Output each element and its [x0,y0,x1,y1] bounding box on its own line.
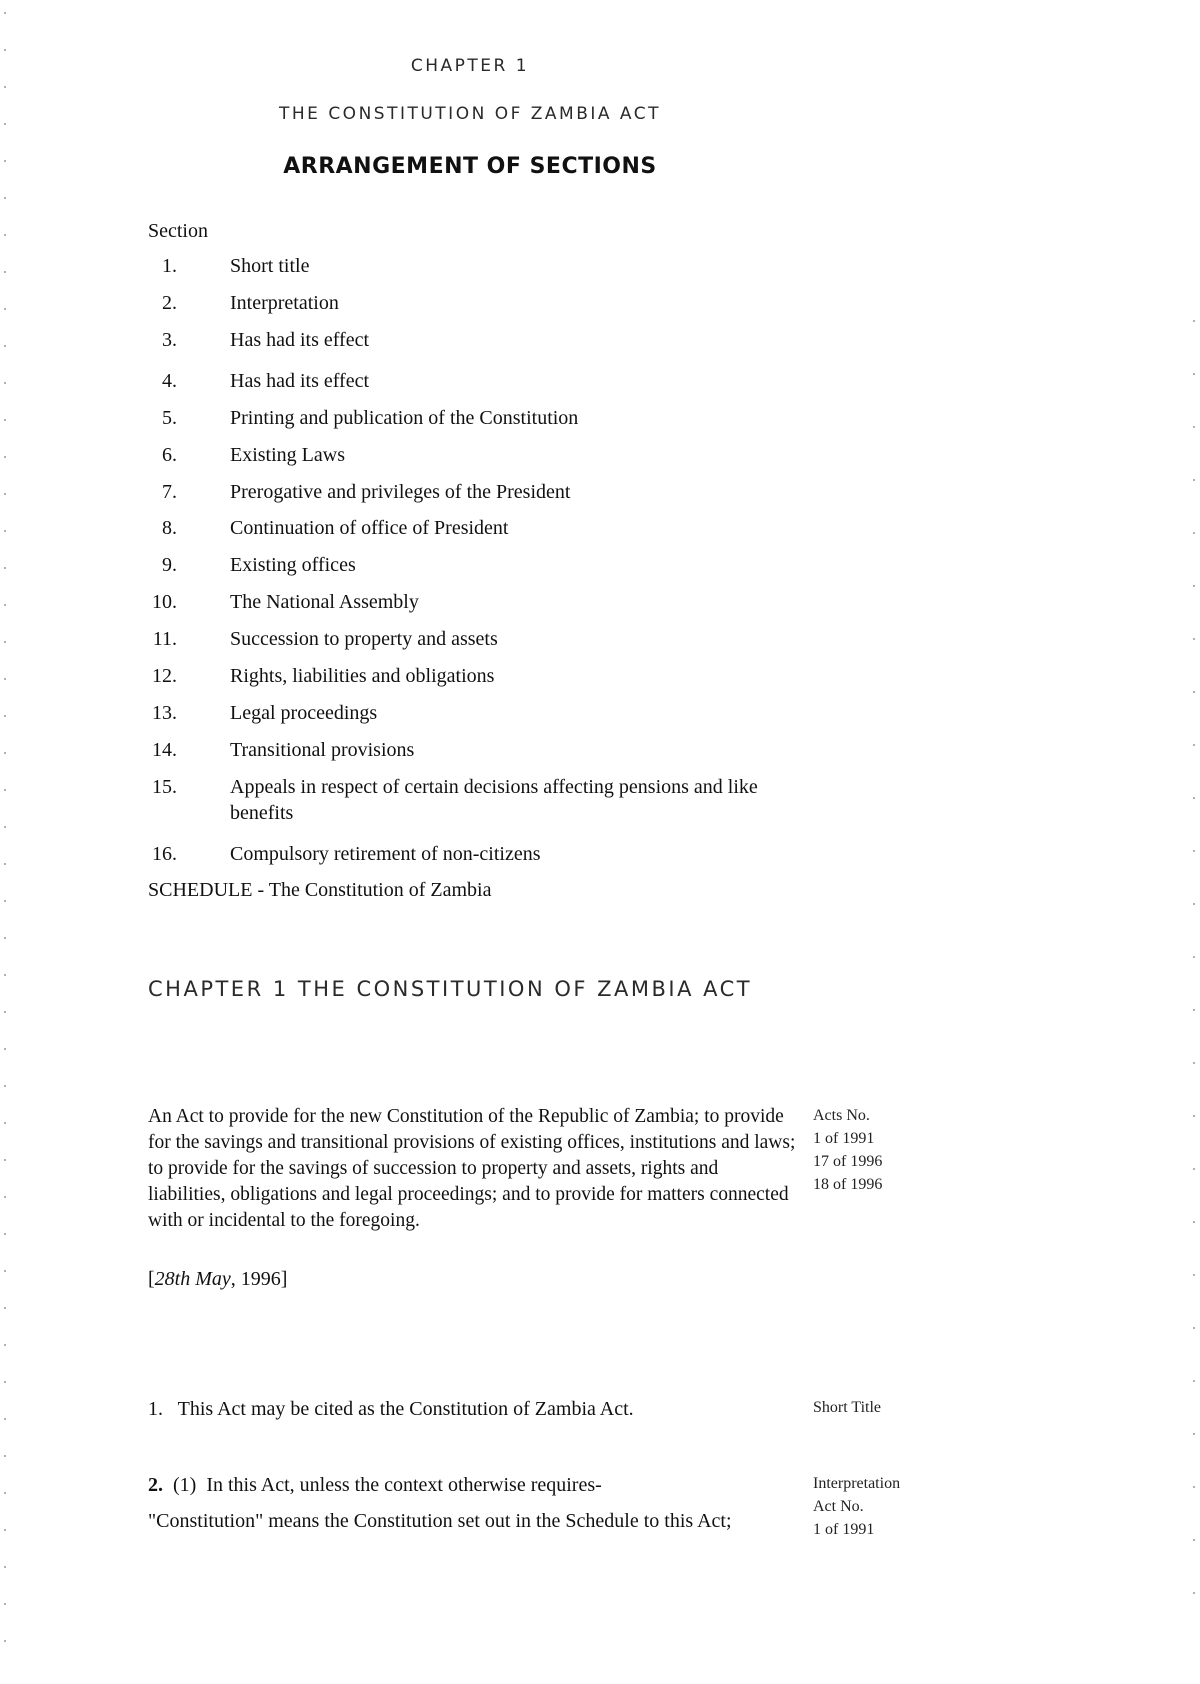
scan-mark [1193,744,1195,746]
scan-mark [4,1603,6,1605]
scan-mark [1193,956,1195,958]
scan-mark [1193,426,1195,428]
toc-item-title: Short title [230,255,310,277]
scan-mark [4,863,6,865]
toc-item-title: Continuation of office of President [230,517,509,539]
toc-item-title: Existing Laws [230,444,345,466]
toc-item-number: 8. [162,517,177,539]
constitution-definition: "Constitution" means the Constitution set out in the Schedule to this Act; [148,1510,732,1532]
scan-mark [1193,1062,1195,1064]
scan-mark [4,567,6,569]
scan-mark [1193,1115,1195,1117]
scan-mark [4,641,6,643]
scan-mark [4,160,6,162]
section-2-text: In this Act, unless the context otherwise requires- [206,1474,602,1496]
toc-item-title: Compulsory retirement of non-citizens [230,843,541,865]
section-1-margin-note: Short Title [813,1399,882,1416]
scan-mark [1193,585,1195,587]
scan-mark [4,1196,6,1198]
date-suffix: , 1996] [230,1268,288,1290]
scan-mark [1193,479,1195,481]
toc-item-number: 1. [162,255,177,277]
scan-mark [1193,1327,1195,1329]
scan-mark [4,234,6,236]
scan-mark [4,382,6,384]
scan-mark [4,1048,6,1050]
acts-note-line: 17 of 1996 [813,1153,883,1170]
scan-mark [1193,1433,1195,1435]
scan-mark [4,678,6,680]
scan-mark [1193,1221,1195,1223]
scan-mark [1193,320,1195,322]
section-1-number: 1. [148,1398,163,1420]
scan-mark [4,271,6,273]
toc-item-number: 2. [162,292,177,314]
chapter-heading: CHAPTER 1 THE CONSTITUTION OF ZAMBIA ACT [148,977,753,1001]
date-prefix: [ [148,1268,155,1290]
scan-mark [4,1122,6,1124]
scan-mark [4,752,6,754]
commencement-date [148,1266,287,1292]
acts-note [813,1104,943,1196]
section-1-text: This Act may be cited as the Constitution of Zambia Act. [177,1398,634,1420]
scan-mark [4,1492,6,1494]
scan-mark [4,604,6,606]
toc-item-number: 7. [162,481,177,503]
toc-item-number: 6. [162,444,177,466]
scan-mark [4,1344,6,1346]
toc-item-title: Rights, liabilities and obligations [230,665,495,687]
toc-item-number: 5. [162,407,177,429]
section-2-margin-note [813,1472,943,1541]
scan-mark [4,86,6,88]
section-column-label: Section [148,220,208,242]
scan-mark [4,1233,6,1235]
scan-mark [4,900,6,902]
scan-mark [4,493,6,495]
section-1 [148,1396,798,1422]
scan-mark [4,1418,6,1420]
section-2 [148,1472,798,1498]
scan-mark [4,826,6,828]
scan-mark [4,419,6,421]
margin-line: 1 of 1991 [813,1521,875,1538]
toc-item-number: 10. [152,591,177,613]
scan-mark [4,937,6,939]
scan-mark [4,308,6,310]
toc-item-title: Prerogative and privileges of the President [230,481,571,503]
arrangement-title: ARRANGEMENT OF SECTIONS [283,154,657,179]
section-2-number: 2. [148,1474,163,1496]
scan-mark [1193,373,1195,375]
scan-mark [4,715,6,717]
toc-item-number: 16. [152,843,177,865]
toc-item-title: Succession to property and assets [230,628,498,650]
scan-mark [4,1270,6,1272]
scan-mark [4,49,6,51]
scan-mark [4,12,6,14]
scan-mark [1193,850,1195,852]
scan-mark [4,345,6,347]
scan-mark [1193,1380,1195,1382]
scan-mark [4,1307,6,1309]
toc-item-number: 15. [152,776,177,798]
toc-item-title: Has had its effect [230,329,370,351]
toc-item-title: Appeals in respect of certain decisions affecting pensions and like benefits [230,776,758,824]
toc-item-title: Interpretation [230,292,339,314]
scan-mark [4,1455,6,1457]
margin-line: Act No. [813,1498,864,1515]
toc-item-number: 3. [162,329,177,351]
scan-mark [4,1529,6,1531]
scan-mark [1193,532,1195,534]
toc-item-number: 9. [162,554,177,576]
preamble-text: An Act to provide for the new Constitution of the Republic of Zambia; to provide for the savings and transitional provisions of existing offices, institutions and laws; to provide for the savings of succession to property and assets, rights and liabilities, obligations and legal proceedings; and to provide for matters connected with or incidental to the foregoing. [148,1106,796,1231]
scan-mark [4,197,6,199]
toc-item-number: 11. [152,628,177,650]
scan-mark [1193,1009,1195,1011]
scan-mark [1193,1168,1195,1170]
scan-mark [1193,1486,1195,1488]
date-day: 28 [154,1268,175,1290]
scan-mark [1193,903,1195,905]
chapter-number: CHAPTER 1 [410,56,530,76]
toc-item-number: 4. [162,370,177,392]
scan-mark [1193,1539,1195,1541]
date-italic: th May [174,1268,231,1290]
acts-note-line: 1 of 1991 [813,1130,875,1147]
schedule-entry: SCHEDULE - The Constitution of Zambia [148,879,492,901]
act-title: THE CONSTITUTION OF ZAMBIA ACT [279,104,661,124]
toc-item-title: Existing offices [230,554,356,576]
scan-mark [1193,638,1195,640]
scan-mark [4,456,6,458]
scan-mark [4,1159,6,1161]
scan-mark [4,1566,6,1568]
scan-mark [4,1011,6,1013]
scan-mark [4,974,6,976]
toc-item-number: 12. [152,665,177,687]
toc-item-title: Transitional provisions [230,739,415,761]
toc-item-title: Printing and publication of the Constitution [230,407,579,429]
scan-mark [1193,691,1195,693]
scan-mark [4,1381,6,1383]
margin-line: Interpretation [813,1475,901,1492]
scan-mark [1193,1274,1195,1276]
scan-mark [1193,797,1195,799]
toc-item-number: 13. [152,702,177,724]
toc-item-title: The National Assembly [230,591,419,613]
toc-item-title: Legal proceedings [230,702,378,724]
scan-mark [4,1640,6,1642]
scan-mark [4,530,6,532]
scan-mark [4,789,6,791]
scan-mark [4,1085,6,1087]
scan-mark [1193,1592,1195,1594]
acts-note-line: 18 of 1996 [813,1176,883,1193]
section-2-subsection: (1) [173,1474,197,1496]
toc-item-number: 14. [152,739,177,761]
acts-note-line: Acts No. [813,1107,870,1124]
scan-mark [4,123,6,125]
toc-item-title: Has had its effect [230,370,370,392]
